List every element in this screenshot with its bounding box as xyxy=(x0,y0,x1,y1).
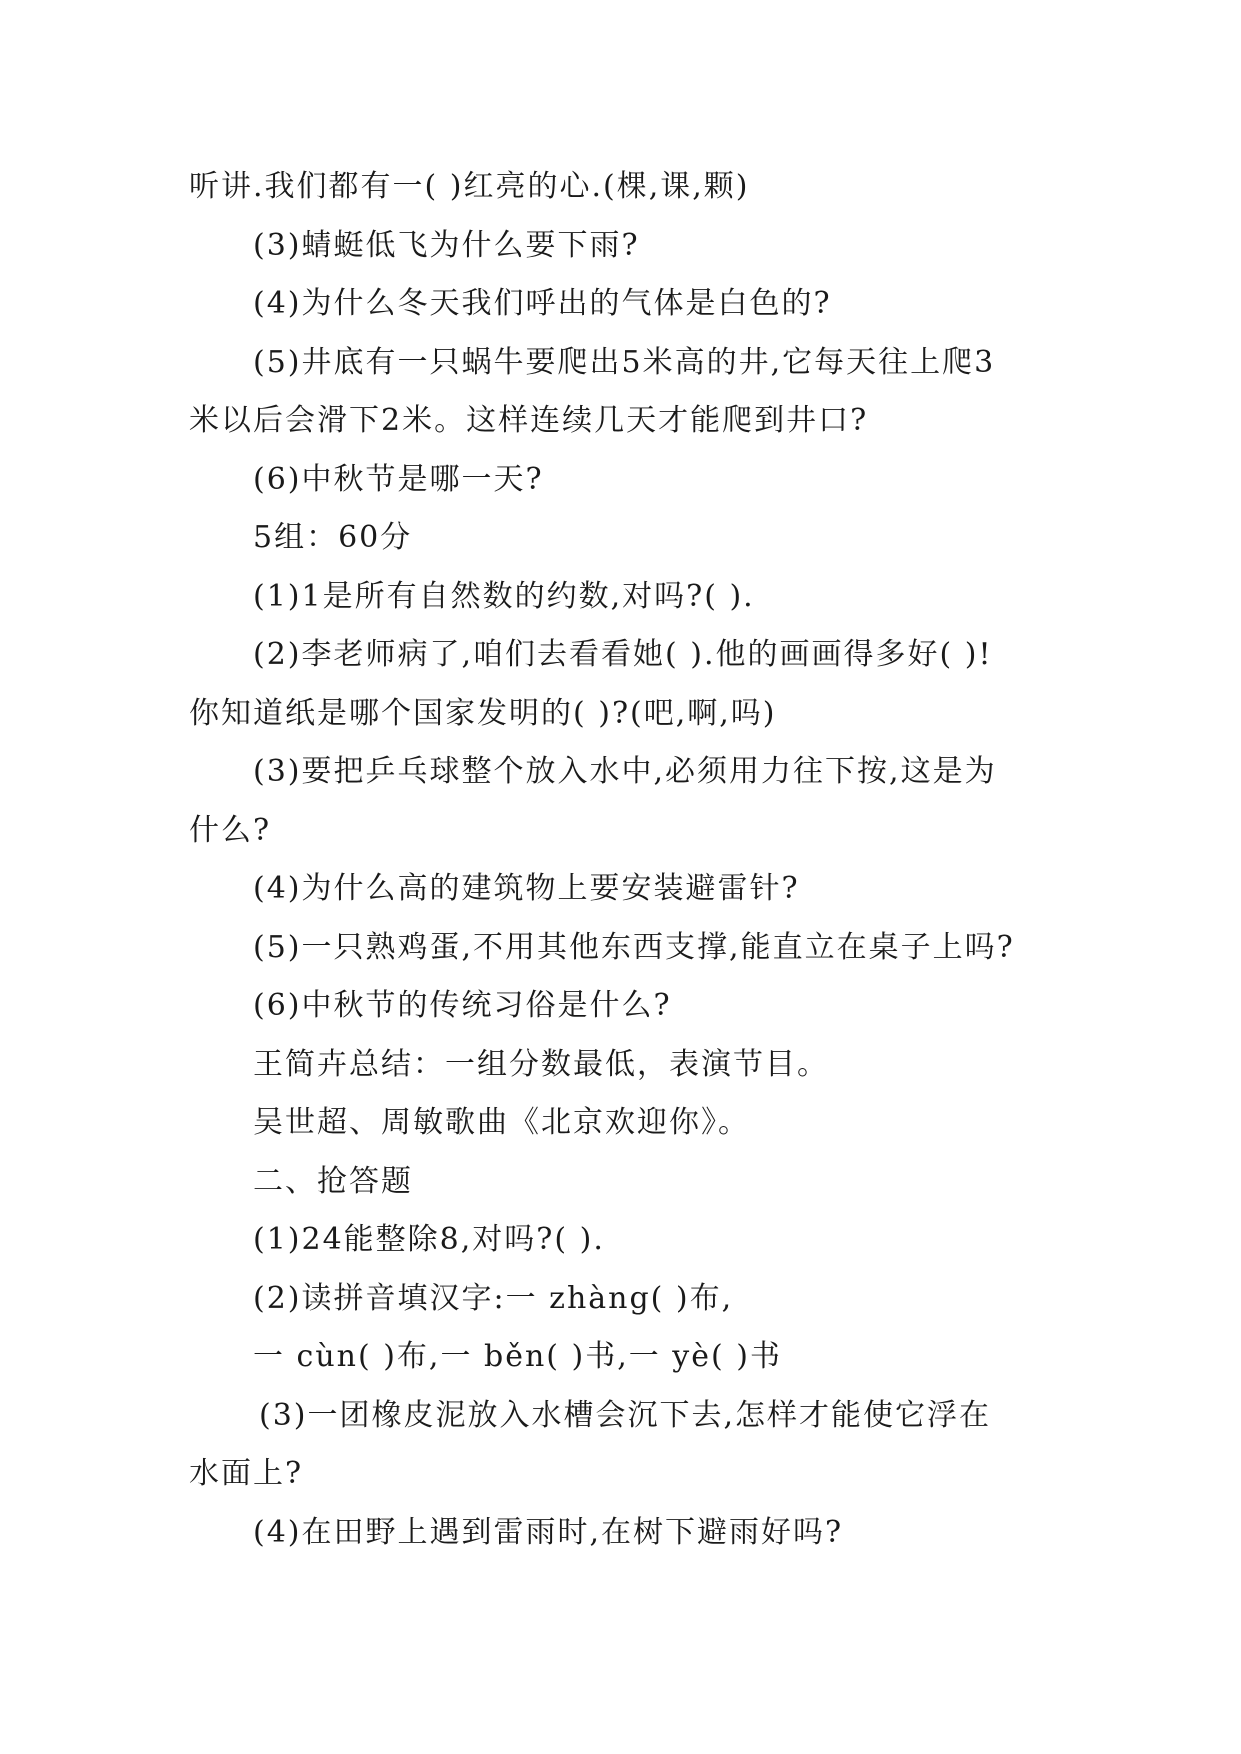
question-line: (4)为什么冬天我们呼出的气体是白色的? xyxy=(253,286,832,321)
question-line: (3)要把乒乓球整个放入水中,必须用力往下按,这是为 xyxy=(253,754,997,789)
question-line: (3)一团橡皮泥放入水槽会沉下去,怎样才能使它浮在 xyxy=(259,1397,992,1433)
performance-line: 吴世超、周敏歌曲《北京欢迎你》。 xyxy=(253,1105,750,1140)
question-line: (1)24能整除8,对吗?( ). xyxy=(253,1222,605,1257)
text-line: 米以后会滑下2米。这样连续几天才能爬到井口? xyxy=(189,403,869,438)
question-line: (4)在田野上遇到雷雨时,在树下避雨好吗? xyxy=(253,1514,844,1550)
question-line: (2)读拼音填汉字:一 zhàng( )布, xyxy=(253,1280,734,1316)
question-line: (1)1是所有自然数的约数,对吗?( ). xyxy=(253,578,755,614)
text-line: 听讲.我们都有一( )红亮的心.(棵,课,颗) xyxy=(189,169,750,204)
pinyin-line: 一 cùn( )布,一 běn( )书,一 yè( )书 xyxy=(253,1339,782,1374)
document-page xyxy=(189,158,1059,1562)
group-heading: 5组：60分 xyxy=(253,520,413,555)
question-line: (6)中秋节的传统习俗是什么? xyxy=(253,988,672,1023)
question-line: (4)为什么高的建筑物上要安装避雷针? xyxy=(253,871,800,906)
text-line: 你知道纸是哪个国家发明的( )?(吧,啊,吗) xyxy=(189,695,777,731)
question-line: (5)一只熟鸡蛋,不用其他东西支撑,能直立在桌子上吗? xyxy=(253,929,1015,965)
question-line: (5)井底有一只蜗牛要爬出5米高的井,它每天往上爬3 xyxy=(253,344,996,380)
text-line: 什么? xyxy=(189,812,272,848)
question-line: (3)蜻蜓低飞为什么要下雨? xyxy=(253,227,640,263)
summary-line: 王简卉总结：一组分数最低，表演节目。 xyxy=(253,1046,829,1082)
question-line: (6)中秋节是哪一天? xyxy=(253,461,544,497)
question-line: (2)李老师病了,咱们去看看她( ).他的画画得多好( )! xyxy=(253,637,993,672)
text-line: 水面上? xyxy=(189,1456,304,1491)
section-heading: 二、抢答题 xyxy=(253,1163,413,1199)
